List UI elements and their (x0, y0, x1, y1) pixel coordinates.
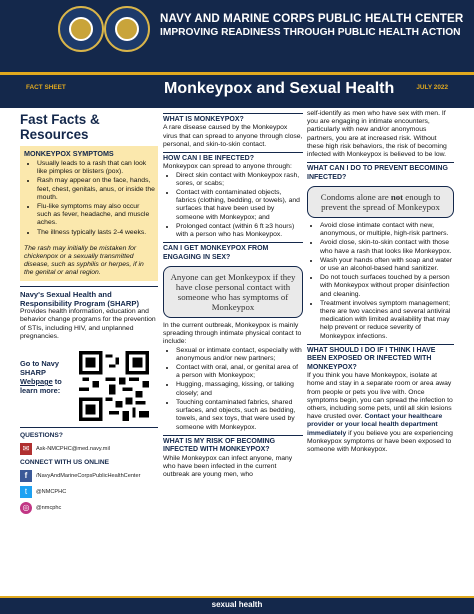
symptoms-heading: MONKEYPOX SYMPTOMS (24, 149, 114, 158)
qr-code-icon[interactable] (79, 351, 149, 421)
list-item: • Usually leads to a rash that can look like pimples or blisters (pox). (37, 160, 155, 176)
list-item: • Sexual or intimate contact, especially with anonymous and/or new partners; (176, 347, 303, 363)
section-heading: WHAT IS MONKEYPOX? (163, 113, 303, 124)
instagram-contact[interactable]: ◎ @nmcphc (20, 501, 158, 514)
org-title: NAVY AND MARINE CORPS PUBLIC HEALTH CENTER (160, 12, 464, 25)
callout-quote: Anyone can get Monkeypox if they have close personal contact with someone who has symptoms of Monkeypox (163, 266, 303, 318)
facebook-icon: f (20, 470, 32, 482)
paragraph: If you think you have Monkeypox, isolate at home and stay in a separate room or area away from people or pets you live with. Once symptoms begin, you can spread the infection to others, including some pets, until all skin lesions have crusted over. Contact your healthcare provider or your local health department immediately if you believe you are experiencing Monkeypox symptoms or have been exposed to someone with Monkeypox. (307, 372, 453, 453)
instagram-icon: ◎ (20, 502, 32, 514)
symptoms-box (20, 146, 158, 281)
header-banner (0, 0, 474, 72)
list-item: • Direct skin contact with Monkeypox rash, sores, or scabs; (176, 172, 303, 188)
document-date: JULY 2022 (416, 84, 448, 91)
list-item: • Rash may appear on the face, hands, feet, chest, genitals, anus, or inside the mouth. (37, 177, 155, 202)
qr-caption: Go to Navy SHARP Webpage to learn more: (20, 359, 62, 396)
fast-facts-title: Fast Facts & Resources (20, 112, 100, 142)
navy-seal-logo (58, 6, 104, 52)
divider (20, 286, 158, 287)
rash-note: The rash may initially be mistaken for chickenpox or a sexually transmitted disease, such as syphilis or herpes, if in the genital or anal region. (24, 244, 144, 277)
fact-sheet-label: FACT SHEET (26, 84, 66, 91)
list-item: • Hugging, massaging, kissing, or talking closely; and (176, 381, 303, 397)
facebook-contact[interactable]: f /NavyAndMarineCorpsPublicHealthCenter (20, 469, 158, 482)
list-item: • Avoid close, skin-to-skin contact with those who have a rash that looks like Monkeypox. (320, 239, 454, 255)
connect-heading: CONNECT WITH US ONLINE (20, 459, 110, 467)
document-title: Monkeypox and Sexual Health (164, 80, 395, 97)
left-sidebar (20, 110, 158, 600)
list-item: • Wash your hands often with soap and water or use an alcohol-based hand sanitizer. (320, 257, 454, 273)
twitter-icon: t (20, 486, 32, 498)
prevention-list (307, 222, 454, 341)
footer-bar (0, 596, 474, 614)
divider (20, 427, 158, 428)
list-item: • Prolonged contact (within 6 ft ≥3 hours) with a person who has Monkeypox. (176, 223, 303, 239)
email-contact[interactable]: ✉ Ask-NMCPHC@med.navy.mil (20, 442, 158, 455)
paragraph: Monkeypox can spread to anyone through: (163, 163, 292, 171)
infection-list (163, 172, 303, 240)
questions-heading: QUESTIONS? (20, 432, 63, 440)
list-item: • Touching contaminated fabrics, shared surfaces, and objects, such as bedding, towels, and sex toys, that were used by someone with Monkeypox. (176, 399, 303, 432)
contact-list (163, 347, 303, 432)
section-heading: WHAT IS MY RISK OF BECOMING INFECTED WITH MONKEYPOX? (163, 435, 303, 455)
list-item: • Contact with contaminated objects, fabrics (clothing, bedding, or towels), and surfaces that have been used by someone with Monkeypox; and (176, 189, 303, 222)
list-item: • Contact with oral, anal, or genital area of a person with Monkeypox; (176, 364, 303, 380)
section-heading: CAN I GET MONKEYPOX FROM ENGAGING IN SEX? (163, 242, 303, 262)
sharp-description: Provides health information, education and behavior change programs for the prevention of STIs, including HIV, and unplanned pregnancies. (20, 308, 156, 340)
nmcphc-seal-logo (104, 6, 150, 52)
middle-column (163, 110, 303, 479)
paragraph: self-identify as men who have sex with men. If you are engaging in intimate encounters, particularly with new and/or anonymous partners, you are at increased risk. Without these high risk behaviors, the risk of becoming infected with Monkeypox is believed to be low. (307, 110, 447, 159)
right-column (307, 110, 454, 454)
paragraph: A rare disease caused by the Monkeypox virus that can spread to anyone through close, personal, and skin-to-skin contact. (163, 124, 303, 148)
symptoms-list (24, 160, 155, 237)
section-heading: WHAT SHOULD I DO IF I THINK I HAVE BEEN EXPOSED OR INFECTED WITH MONKEYPOX? (307, 344, 454, 372)
list-item: • Avoid close intimate contact with new, anonymous, or multiple, high-risk partners. (320, 222, 454, 238)
org-subtitle: IMPROVING READINESS THROUGH PUBLIC HEALTH ACTION (160, 27, 461, 38)
footer-label: sexual health (211, 600, 263, 609)
sharp-title: Navy's Sexual Health and Responsibility Program (SHARP) (20, 290, 139, 309)
email-icon: ✉ (20, 443, 32, 455)
twitter-contact[interactable]: t @NMCPHC (20, 485, 158, 498)
paragraph: While Monkeypox can infect anyone, many who have been infected in the current outbreak are young men, who (163, 454, 293, 478)
list-item: • Do not touch surfaces touched by a person with Monkeypox without proper disinfection and cleaning. (320, 274, 454, 299)
paragraph: In the current outbreak, Monkeypox is mainly spreading through intimate physical contact to include: (163, 322, 302, 346)
sharp-webpage-link[interactable]: Webpage (20, 377, 53, 387)
section-heading: WHAT CAN I DO TO PREVENT BECOMING INFECTED? (307, 162, 454, 182)
list-item: • Flu-like symptoms may also occur such as fever, headache, and muscle aches. (37, 203, 155, 228)
qr-section (20, 351, 158, 421)
callout-quote: Condoms alone are not enough to prevent the spread of Monkeypox (307, 186, 454, 218)
list-item: • Treatment involves symptom management; there are two vaccines and several antiviral medication with limited availability that may help prevent or reduce severity of Monkeypox infections. (320, 300, 454, 341)
list-item: • The illness typically lasts 2-4 weeks. (37, 229, 155, 237)
section-heading: HOW CAN I BE INFECTED? (163, 152, 303, 163)
